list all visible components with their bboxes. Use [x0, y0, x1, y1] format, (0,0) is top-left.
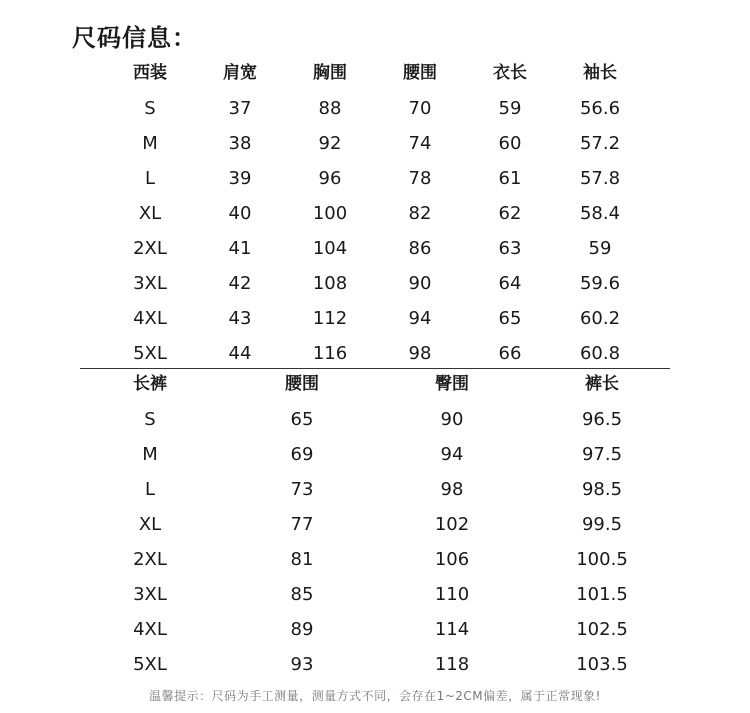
- pants-table-cell: 102.5: [576, 619, 628, 640]
- pants-size-label: S: [144, 409, 156, 430]
- pants-header-row: [0, 367, 750, 402]
- pants-table-cell: 100.5: [576, 549, 628, 570]
- suit-table-row: [0, 161, 750, 196]
- suit-size-label: M: [142, 133, 158, 154]
- suit-table-cell: 82: [408, 203, 432, 224]
- suit-table-row: [0, 91, 750, 126]
- pants-table-cell: 97.5: [581, 444, 623, 465]
- pants-table-cell: 85: [290, 584, 314, 605]
- suit-table-row: [0, 196, 750, 231]
- suit-table-cell: 56.6: [579, 98, 621, 119]
- pants-table-cell: 103.5: [576, 654, 628, 675]
- pants-table-cell: 90: [440, 409, 464, 430]
- suit-table-cell: 42: [228, 273, 252, 294]
- suit-table-cell: 90: [408, 273, 432, 294]
- page-title: 尺码信息：: [72, 24, 197, 52]
- pants-size-table: [0, 367, 750, 682]
- pants-size-label: L: [144, 479, 156, 500]
- pants-table-row: [0, 437, 750, 472]
- suit-table-cell: 78: [408, 168, 432, 189]
- pants-table-cell: 89: [290, 619, 314, 640]
- pants-table-row: [0, 542, 750, 577]
- suit-table-cell: 58.4: [579, 203, 621, 224]
- suit-table-cell: 37: [228, 98, 252, 119]
- suit-table-cell: 88: [318, 98, 342, 119]
- suit-table-row: [0, 126, 750, 161]
- pants-size-label: 3XL: [133, 584, 167, 605]
- pants-table-cell: 65: [290, 409, 314, 430]
- suit-table-row: [0, 301, 750, 336]
- suit-size-label: 4XL: [133, 308, 167, 329]
- suit-table-cell: 100: [312, 203, 348, 224]
- suit-table-cell: 104: [312, 238, 348, 259]
- pants-table-cell: 99.5: [581, 514, 623, 535]
- suit-table-cell: 44: [228, 343, 252, 364]
- pants-table-cell: 93: [290, 654, 314, 675]
- suit-table-cell: 40: [228, 203, 252, 224]
- pants-size-label: 5XL: [133, 654, 167, 675]
- suit-table-row: [0, 336, 750, 371]
- pants-column-header: 裤长: [585, 374, 619, 394]
- suit-table-cell: 38: [228, 133, 252, 154]
- suit-size-table: [0, 56, 750, 371]
- pants-column-header: 长裤: [133, 374, 167, 394]
- suit-table-cell: 92: [318, 133, 342, 154]
- pants-size-label: 2XL: [133, 549, 167, 570]
- suit-table-cell: 60.8: [579, 343, 621, 364]
- pants-column-header: 臀围: [435, 374, 469, 394]
- suit-table-cell: 61: [498, 168, 522, 189]
- suit-table-cell: 64: [498, 273, 522, 294]
- measurement-note: 温馨提示：尺码为手工测量，测量方式不同，会存在1~2CM偏差，属于正常现象!: [149, 689, 601, 703]
- suit-size-label: L: [144, 168, 156, 189]
- pants-size-label: M: [142, 444, 158, 465]
- suit-table-cell: 57.8: [579, 168, 621, 189]
- suit-column-header: 袖长: [583, 63, 617, 83]
- pants-table-cell: 81: [290, 549, 314, 570]
- pants-table-cell: 101.5: [576, 584, 628, 605]
- pants-column-header: 腰围: [285, 374, 319, 394]
- suit-table-cell: 57.2: [579, 133, 621, 154]
- suit-table-row: [0, 266, 750, 301]
- pants-table-cell: 114: [434, 619, 470, 640]
- suit-column-header: 腰围: [403, 63, 437, 83]
- pants-table-cell: 77: [290, 514, 314, 535]
- suit-table-cell: 96: [318, 168, 342, 189]
- suit-size-label: XL: [138, 203, 162, 224]
- pants-table-cell: 96.5: [581, 409, 623, 430]
- pants-table-cell: 102: [434, 514, 470, 535]
- suit-table-cell: 70: [408, 98, 432, 119]
- suit-table-row: [0, 231, 750, 266]
- suit-table-cell: 98: [408, 343, 432, 364]
- suit-table-cell: 74: [408, 133, 432, 154]
- pants-table-row: [0, 402, 750, 437]
- suit-table-cell: 112: [312, 308, 348, 329]
- suit-table-cell: 59: [498, 98, 522, 119]
- pants-table-row: [0, 577, 750, 612]
- pants-table-cell: 69: [290, 444, 314, 465]
- suit-table-cell: 62: [498, 203, 522, 224]
- suit-table-cell: 116: [312, 343, 348, 364]
- suit-table-cell: 41: [228, 238, 252, 259]
- pants-table-row: [0, 647, 750, 682]
- suit-column-header: 西装: [133, 63, 167, 83]
- pants-table-cell: 110: [434, 584, 470, 605]
- pants-table-cell: 94: [440, 444, 464, 465]
- suit-column-header: 衣长: [493, 63, 527, 83]
- pants-table-cell: 98.5: [581, 479, 623, 500]
- pants-table-cell: 73: [290, 479, 314, 500]
- suit-column-header: 肩宽: [223, 63, 257, 83]
- pants-table-row: [0, 507, 750, 542]
- suit-size-label: 2XL: [133, 238, 167, 259]
- pants-size-label: XL: [138, 514, 162, 535]
- suit-table-cell: 59: [588, 238, 612, 259]
- pants-table-cell: 106: [434, 549, 470, 570]
- suit-table-cell: 60.2: [579, 308, 621, 329]
- suit-size-label: 5XL: [133, 343, 167, 364]
- suit-table-cell: 60: [498, 133, 522, 154]
- suit-table-cell: 66: [498, 343, 522, 364]
- suit-table-cell: 94: [408, 308, 432, 329]
- suit-size-label: 3XL: [133, 273, 167, 294]
- suit-table-cell: 63: [498, 238, 522, 259]
- suit-table-cell: 59.6: [579, 273, 621, 294]
- suit-table-cell: 86: [408, 238, 432, 259]
- suit-table-cell: 43: [228, 308, 252, 329]
- suit-header-row: [0, 56, 750, 91]
- pants-table-row: [0, 472, 750, 507]
- suit-size-label: S: [144, 98, 156, 119]
- suit-column-header: 胸围: [313, 63, 347, 83]
- pants-table-cell: 118: [434, 654, 470, 675]
- suit-table-cell: 108: [312, 273, 348, 294]
- suit-table-cell: 39: [228, 168, 252, 189]
- suit-table-cell: 65: [498, 308, 522, 329]
- pants-table-cell: 98: [440, 479, 464, 500]
- pants-size-label: 4XL: [133, 619, 167, 640]
- pants-table-row: [0, 612, 750, 647]
